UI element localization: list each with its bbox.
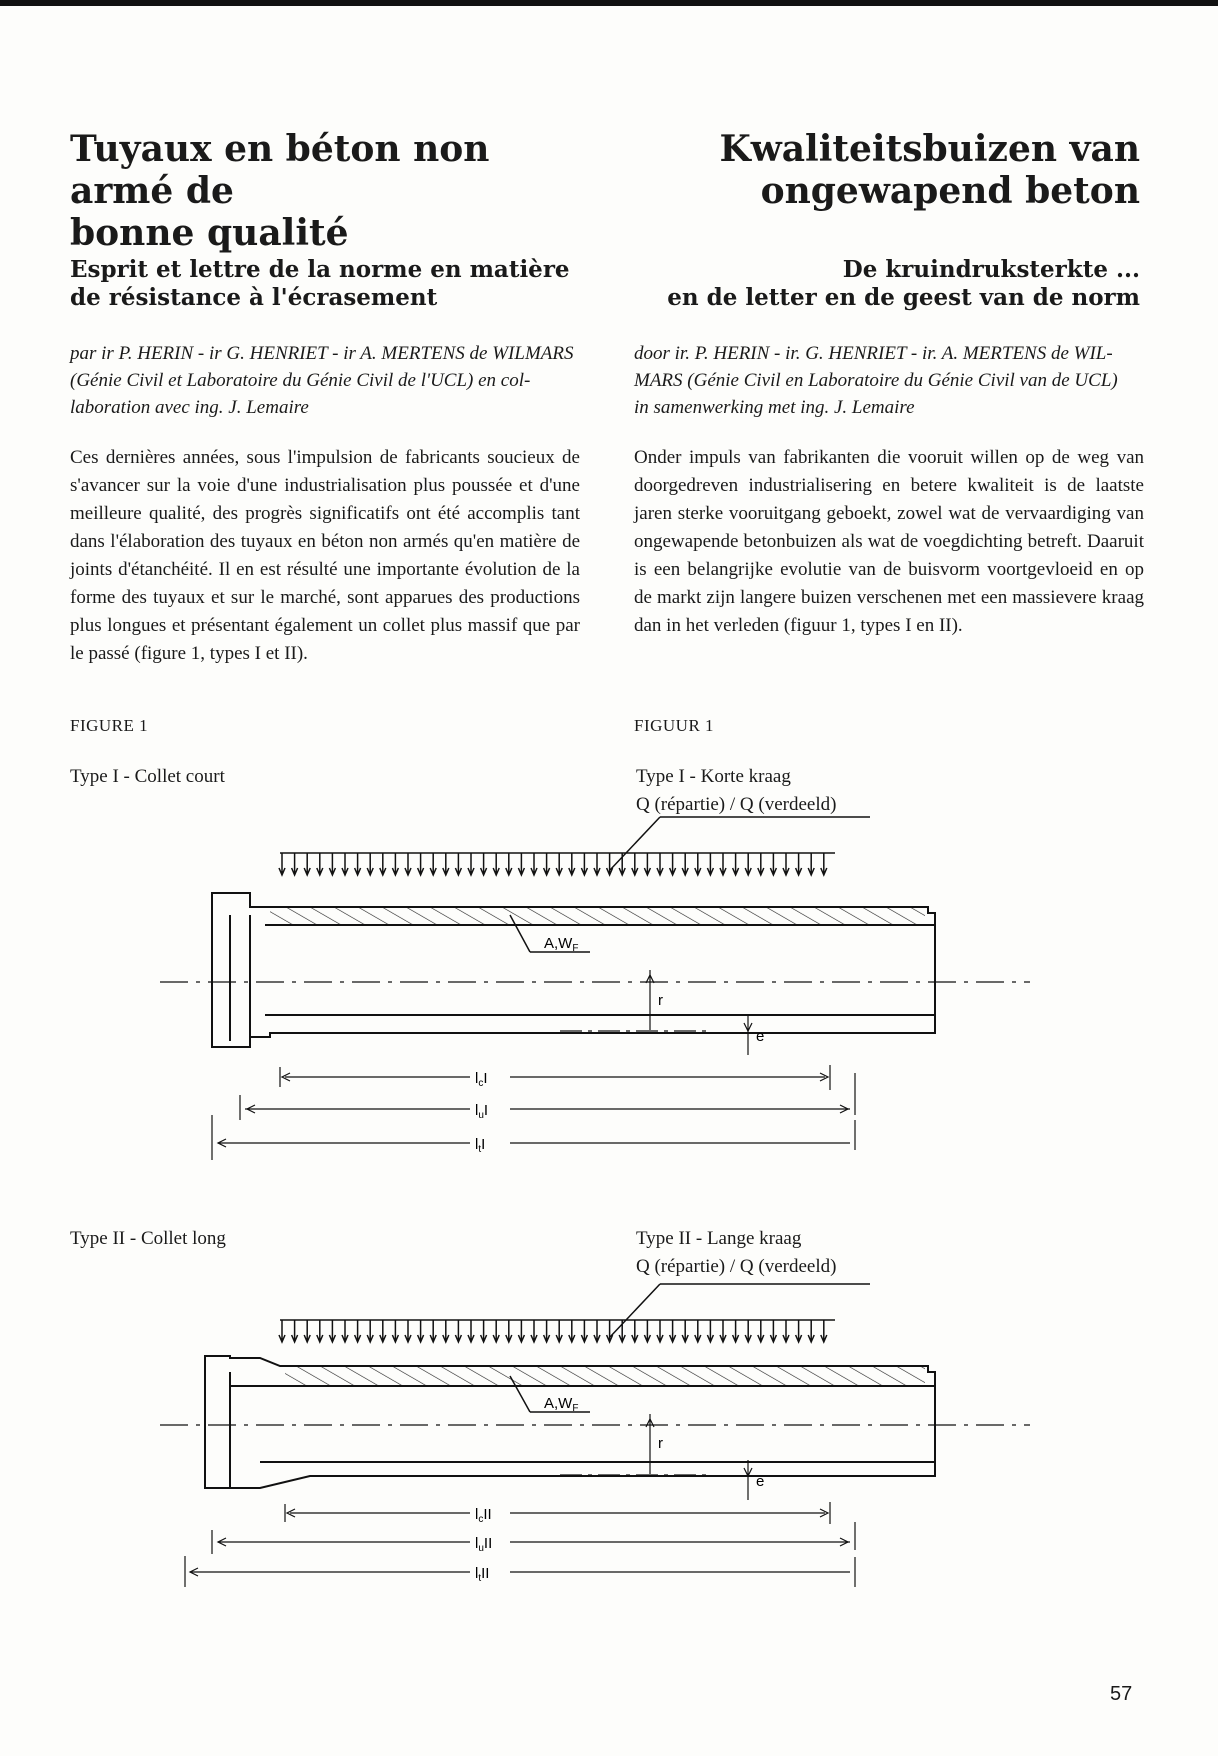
subtitle-nl (560, 256, 1140, 312)
load-arrows-1 (279, 853, 835, 875)
area-label-1: $A,W_F$ (544, 935, 579, 954)
load-arrow (607, 1320, 613, 1342)
load-arrow (745, 853, 751, 875)
load-arrow (392, 1320, 398, 1342)
load-arrow (657, 1320, 663, 1342)
load-arrow (733, 853, 739, 875)
load-arrow (644, 853, 650, 875)
load-arrow (770, 1320, 776, 1342)
load-arrow (292, 1320, 298, 1342)
length-u-label-2: $l_uII$ (475, 1535, 493, 1554)
load-arrow (355, 853, 361, 875)
load-arrow (317, 853, 323, 875)
top-rule (0, 0, 1218, 6)
area-label-2: $A,W_F$ (544, 1395, 579, 1414)
load-arrow (392, 853, 398, 875)
type1-label-nl: Type I - Korte kraag (636, 766, 791, 787)
length-t-label-1: $l_tI$ (475, 1136, 486, 1155)
load-arrow (707, 1320, 713, 1342)
load-arrow (355, 1320, 361, 1342)
load-arrow (594, 1320, 600, 1342)
load-arrow (455, 853, 461, 875)
authors-nl-line1: door ir. P. HERIN - ir. G. HENRIET - ir. A. MERTENS de WIL- (634, 343, 1113, 364)
load-arrow (632, 1320, 638, 1342)
load-arrows-2 (279, 1320, 835, 1342)
load-label-1: Q (répartie) / Q (verdeeld) (636, 794, 837, 815)
load-arrow (644, 1320, 650, 1342)
load-arrow (695, 853, 701, 875)
load-arrow (783, 1320, 789, 1342)
load-arrow (544, 1320, 550, 1342)
load-arrow (405, 1320, 411, 1342)
title-nl-line1: Kwaliteitsbuizen van (719, 128, 1140, 170)
thickness-label-2: e (756, 1473, 765, 1490)
length-t-label-2: $l_tII$ (475, 1565, 490, 1584)
load-leader-1 (610, 817, 870, 870)
load-arrow (342, 1320, 348, 1342)
load-arrow (430, 1320, 436, 1342)
load-arrow (506, 1320, 512, 1342)
pipe-diagram-type1 (150, 815, 1050, 1175)
load-arrow (380, 853, 386, 875)
load-arrow (581, 1320, 587, 1342)
load-arrow (670, 853, 676, 875)
load-arrow (758, 1320, 764, 1342)
load-arrow (367, 1320, 373, 1342)
radius-dim-1 (560, 970, 710, 1031)
load-arrow (304, 1320, 310, 1342)
thickness-dim-2 (744, 1460, 752, 1500)
body-nl: Onder impuls van fabrikanten die vooruit willen op de weg van doorgedreven industrialisering en betere kwaliteit is de laatste jaren sterke vooruitgang geboekt, zowel wat de vervaardiging van ongewapende betonbuizen als wat de voegdichting betreft. Daaruit is een belangrijke evolutie van de buisvorm voortgevloeid en op de markt zijn langere buizen verschenen met een massievere kraag dan in het verleden (figuur 1, types I en II). (634, 447, 1144, 636)
wall-hatch-2 (285, 1367, 925, 1385)
load-arrow (569, 1320, 575, 1342)
wall-hatch-1 (270, 908, 925, 924)
load-arrow (367, 853, 373, 875)
length-c-dim-1 (280, 1065, 830, 1090)
load-arrow (418, 1320, 424, 1342)
authors-fr-line2: (Génie Civil et Laboratoire du Génie Civil de l'UCL) en col- (70, 370, 531, 391)
load-arrow (443, 1320, 449, 1342)
title-fr (70, 128, 580, 254)
pipe-diagram-type2 (150, 1282, 1050, 1612)
title-nl-line2: ongewapend beton (760, 170, 1140, 212)
subtitle-fr (70, 256, 580, 312)
load-label-2: Q (répartie) / Q (verdeeld) (636, 1256, 837, 1277)
length-t-dim-2 (185, 1556, 855, 1587)
load-arrow (493, 853, 499, 875)
load-arrow (607, 853, 613, 875)
load-arrow (808, 1320, 814, 1342)
load-arrow (430, 853, 436, 875)
load-arrow (720, 853, 726, 875)
load-arrow (455, 1320, 461, 1342)
load-arrow (770, 853, 776, 875)
load-arrow (783, 853, 789, 875)
load-arrow (682, 853, 688, 875)
subtitle-fr-line2: de résistance à l'écrasement (70, 284, 438, 311)
load-arrow (682, 1320, 688, 1342)
load-arrow (821, 853, 827, 875)
load-arrow (518, 853, 524, 875)
load-arrow (342, 853, 348, 875)
load-arrow (657, 853, 663, 875)
load-arrow (531, 1320, 537, 1342)
radius-label-2: r (658, 1435, 663, 1452)
load-arrow (304, 853, 310, 875)
load-arrow (619, 1320, 625, 1342)
thickness-dim-1 (744, 1015, 752, 1055)
title-fr-line2: bonne qualité (70, 212, 349, 254)
load-arrow (405, 853, 411, 875)
load-arrow (380, 1320, 386, 1342)
body-fr: Ces dernières années, sous l'impulsion de fabricants soucieux de s'avancer sur la voie d'une industrialisation plus poussée et d'une meilleure qualité, des progrès significatifs ont été accomplis tant dans l'élaboration des tuyaux en béton non armés qu'en matière de joints d'étanchéité. Il en est résulté une importante évolution de la forme des tuyaux et sur le marché, sont apparues des productions plus longues et présentant également un collet plus massif que par le passé (figure 1, types I et II). (70, 447, 580, 664)
load-arrow (544, 853, 550, 875)
authors-fr (70, 340, 580, 421)
length-c-label-1: $l_cI$ (475, 1070, 488, 1089)
load-arrow (808, 853, 814, 875)
length-u-dim-1 (240, 1073, 855, 1120)
load-arrow (758, 853, 764, 875)
load-arrow (632, 853, 638, 875)
load-arrow (468, 1320, 474, 1342)
load-arrow (796, 1320, 802, 1342)
length-c-label-2: $l_cII$ (475, 1506, 492, 1525)
authors-nl-line2: MARS (Génie Civil en Laboratoire du Génie Civil van de UCL) (634, 370, 1118, 391)
load-arrow (481, 853, 487, 875)
figure-label-fr: FIGURE 1 (70, 716, 149, 735)
title-fr-line1: Tuyaux en béton non armé de (70, 128, 490, 212)
type1-label-fr: Type I - Collet court (70, 766, 225, 787)
load-arrow (531, 853, 537, 875)
radius-label-1: r (658, 992, 663, 1009)
load-arrow (329, 1320, 335, 1342)
load-arrow (317, 1320, 323, 1342)
load-arrow (279, 853, 285, 875)
load-arrow (619, 853, 625, 875)
radius-dim-2 (560, 1414, 710, 1475)
authors-fr-line3: laboration avec ing. J. Lemaire (70, 397, 309, 418)
load-arrow (707, 853, 713, 875)
load-arrow (556, 853, 562, 875)
load-arrow (329, 853, 335, 875)
load-arrow (695, 1320, 701, 1342)
load-arrow (720, 1320, 726, 1342)
load-arrow (745, 1320, 751, 1342)
subtitle-fr-line1: Esprit et lettre de la norme en matière (70, 256, 570, 283)
load-arrow (292, 853, 298, 875)
length-u-label-1: $l_uI$ (475, 1102, 489, 1121)
type2-label-nl: Type II - Lange kraag (636, 1228, 802, 1249)
load-arrow (733, 1320, 739, 1342)
type2-label-fr: Type II - Collet long (70, 1228, 226, 1249)
load-arrow (279, 1320, 285, 1342)
load-arrow (518, 1320, 524, 1342)
thickness-label-1: e (756, 1028, 765, 1045)
load-arrow (670, 1320, 676, 1342)
length-c-dim-2 (285, 1502, 830, 1524)
authors-nl (634, 340, 1144, 421)
load-arrow (468, 853, 474, 875)
authors-fr-line1: par ir P. HERIN - ir G. HENRIET - ir A. MERTENS de WILMARS (70, 343, 574, 364)
load-arrow (418, 853, 424, 875)
length-u-dim-2 (212, 1522, 855, 1554)
figure-label-nl: FIGUUR 1 (634, 716, 715, 735)
load-arrow (493, 1320, 499, 1342)
page-number: 57 (1110, 1683, 1133, 1705)
subtitle-nl-line2: en de letter en de geest van de norm (667, 284, 1140, 311)
load-arrow (569, 853, 575, 875)
authors-nl-line3: in samenwerking met ing. J. Lemaire (634, 397, 915, 418)
title-nl (560, 128, 1140, 212)
load-arrow (581, 853, 587, 875)
load-arrow (821, 1320, 827, 1342)
load-arrow (556, 1320, 562, 1342)
load-arrow (506, 853, 512, 875)
length-t-dim-1 (212, 1115, 855, 1160)
subtitle-nl-line1: De kruindruksterkte ... (842, 256, 1140, 283)
load-leader-2 (610, 1284, 870, 1337)
load-arrow (796, 853, 802, 875)
load-arrow (443, 853, 449, 875)
load-arrow (481, 1320, 487, 1342)
load-arrow (594, 853, 600, 875)
